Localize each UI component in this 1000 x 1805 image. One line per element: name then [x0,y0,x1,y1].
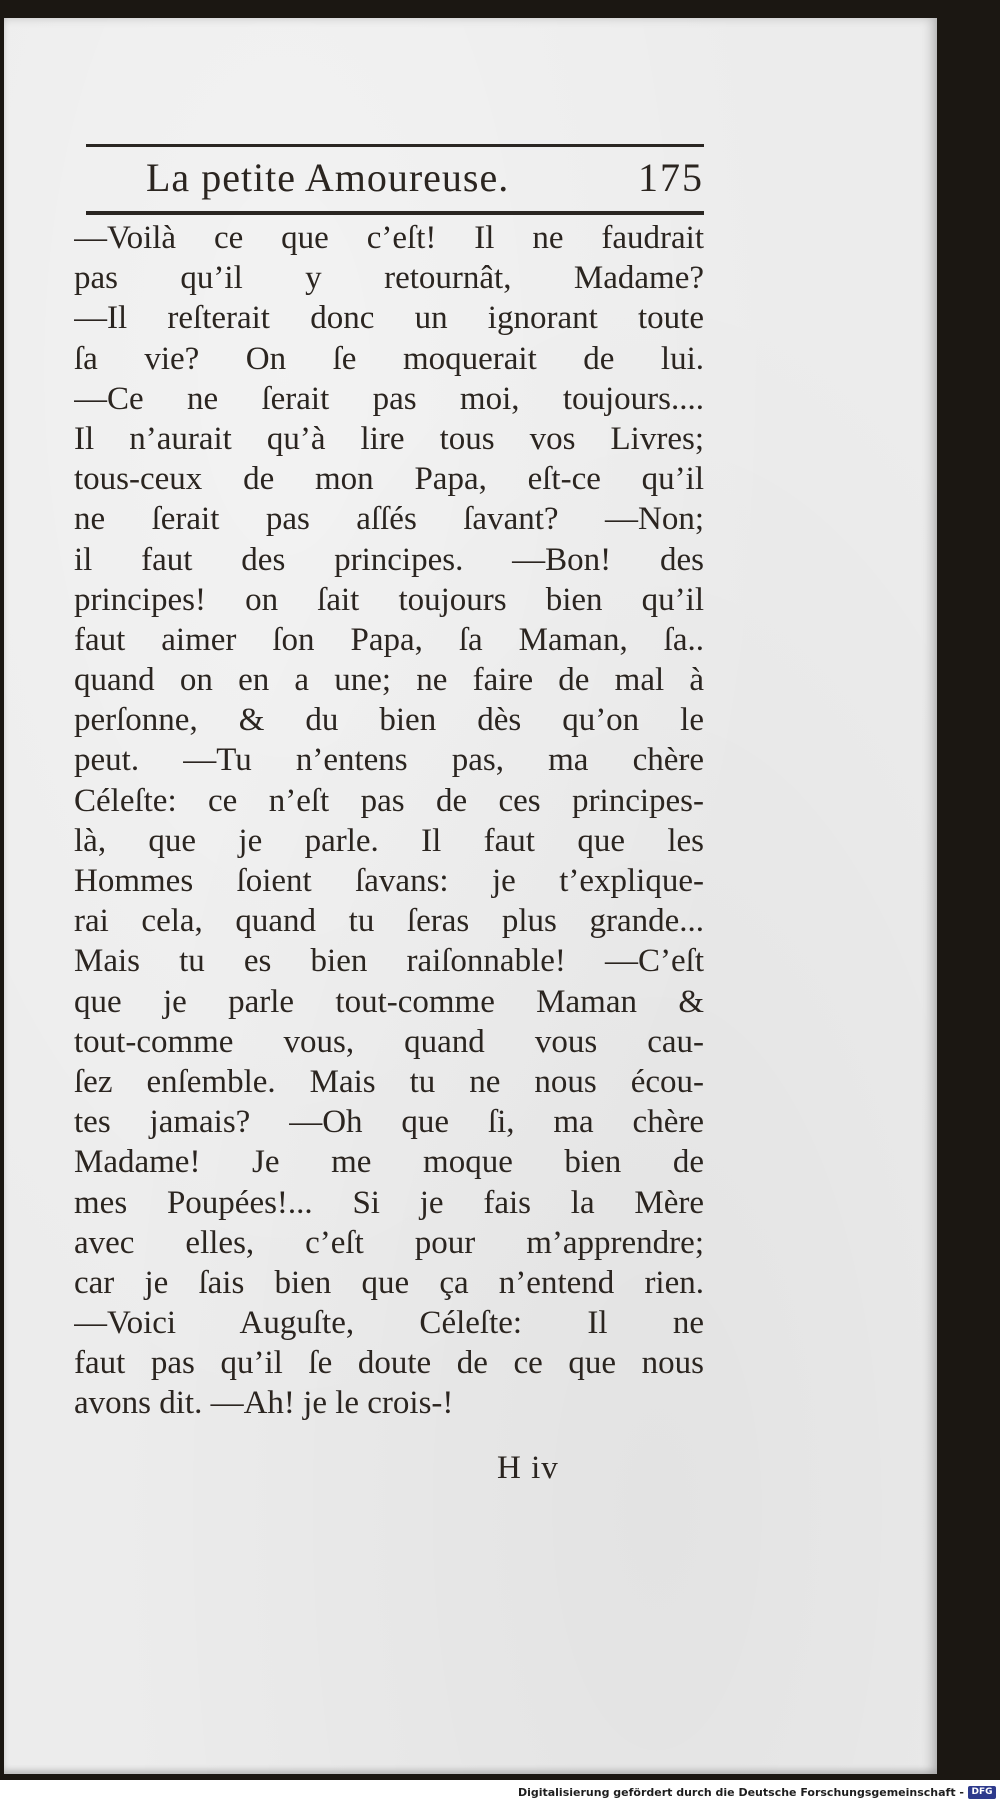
text-line: quand on en a une; ne faire de mal à [74,662,704,699]
text-line: peut. —Tu n’entens pas, ma chère [74,742,704,779]
text-line: il faut des principes. —Bon! des [74,541,704,578]
text-line: Hommes ſoient ſavans: je t’explique- [74,863,704,899]
text-line: faut pas qu’il ſe doute de ce que nous [74,1345,704,1382]
text-line: pas qu’il y retournât, Madame? [74,260,704,297]
text-line: Il n’aurait qu’à lire tous vos Livres; [74,420,704,457]
text-line: tes jamais? —Oh que ſi, ma chère [74,1104,704,1141]
text-line: tout-comme vous, quand vous cau- [74,1023,704,1060]
page-number: 175 [638,155,704,200]
header-rule-bottom [86,211,704,215]
text-line: —Ce ne ſerait pas moi, toujours.... [74,380,704,417]
text-line: ſa vie? On ſe moquerait de lui. [74,340,704,377]
running-title: La petite Amoureuse. [146,155,510,200]
funding-credit: Digitalisierung gefördert durch die Deutsche Forschungsgemeinschaft - [517,1786,964,1799]
text-line: rai cela, quand tu ſeras plus grande... [74,903,704,940]
footer [0,1780,1000,1805]
text-line: —Voici Auguſte, Céleſte: Il ne [74,1305,704,1342]
book-page [4,18,937,1774]
text-line: perſonne, & du bien dès qu’on le [74,702,704,739]
text-line: ne ſerait pas aſſés ſavant? —Non; [74,501,704,538]
text-line: —Il reſterait donc un ignorant toute [74,300,704,337]
text-line: mes Poupées!... Si je fais la Mère [74,1184,704,1221]
text-line: ſez enſemble. Mais tu ne nous écou- [74,1063,704,1100]
text-line: tous-ceux de mon Papa, eſt-ce qu’il [74,461,704,498]
text-line: principes! on ſait toujours bien qu’il [74,581,704,618]
text-line: Madame! Je me moque bien de [74,1144,704,1181]
body-text [74,218,704,1424]
text-line: que je parle tout-comme Maman & [74,983,704,1020]
text-line: car je ſais bien que ça n’entend rien. [74,1264,704,1301]
text-line: là, que je parle. Il faut que les [74,822,704,859]
text-line: faut aimer ſon Papa, ſa Maman, ſa.. [74,621,704,658]
header-rule-top [86,144,704,147]
dfg-logo: DFG [968,1786,996,1799]
text-line: avons dit. —Ah! je le crois-! [74,1385,454,1422]
text-line: Céleſte: ce n’eſt pas de ces principes- [74,782,704,819]
text-line: avec elles, c’eſt pour m’apprendre; [74,1224,704,1261]
text-line: —Voilà ce que c’eſt! Il ne faudrait [74,220,704,256]
signature-mark: H iv [497,1450,559,1486]
running-head [86,150,704,210]
text-line: Mais tu es bien raiſonnable! —C’eſt [74,943,704,980]
